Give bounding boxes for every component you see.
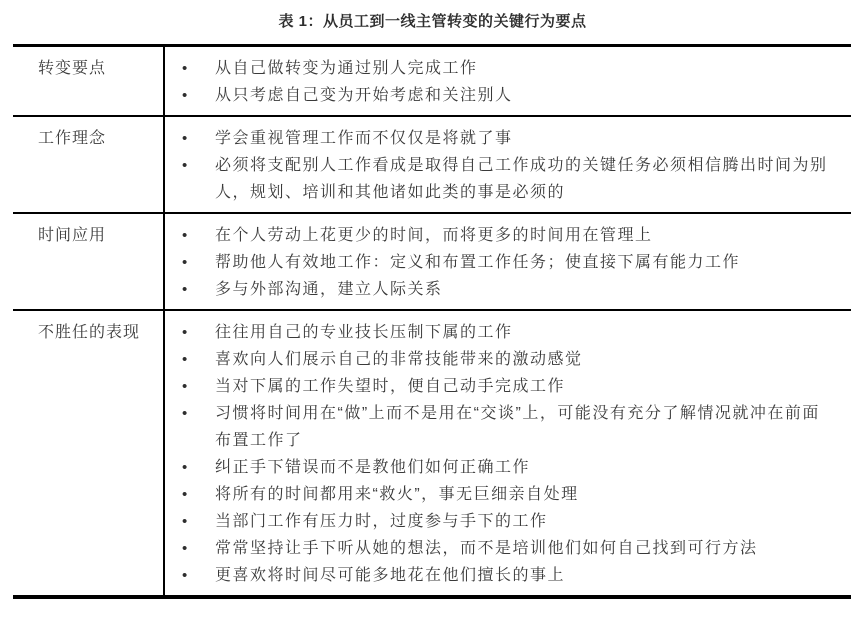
bullet-text: 在个人劳动上花更少的时间，而将更多的时间用在管理上 xyxy=(215,227,653,244)
list-item xyxy=(165,152,831,206)
list-item xyxy=(165,276,831,303)
bullet-icon: • xyxy=(182,513,188,530)
list-item xyxy=(165,82,831,109)
list-item xyxy=(165,222,831,249)
bullet-text: 从自己做转变为通过别人完成工作 xyxy=(215,60,478,77)
bullet-icon: • xyxy=(182,378,188,395)
list-item xyxy=(165,400,831,454)
bullet-icon: • xyxy=(182,486,188,503)
bullet-text: 必须将支配别人工作看成是取得自己工作成功的关键任务必须相信腾出时间为别人，规划、培训和其他诸如此类的事是必须的 xyxy=(215,157,828,201)
row-label: 工作理念 xyxy=(13,117,165,212)
bullet-text: 当对下属的工作失望时，便自己动手完成工作 xyxy=(215,378,566,395)
bullet-icon: • xyxy=(182,254,188,271)
bullet-icon: • xyxy=(182,60,188,77)
list-item xyxy=(165,481,831,508)
bullet-icon: • xyxy=(182,87,188,104)
bullet-text: 喜欢向人们展示自己的非常技能带来的激动感觉 xyxy=(215,351,583,368)
list-item xyxy=(165,373,831,400)
table-title: 表 1：从员工到一线主管转变的关键行为要点 xyxy=(278,13,587,30)
table-row xyxy=(13,115,851,212)
behavior-table xyxy=(13,44,851,599)
bullet-text: 纠正手下错误而不是教他们如何正确工作 xyxy=(215,459,531,476)
list-item xyxy=(165,249,831,276)
bullet-text: 常常坚持让手下听从她的想法，而不是培训他们如何自己找到可行方法 xyxy=(215,540,758,557)
row-bullet-list xyxy=(165,214,851,309)
bullet-text: 当部门工作有压力时，过度参与手下的工作 xyxy=(215,513,548,530)
list-item xyxy=(165,454,831,481)
bullet-text: 习惯将时间用在“做”上而不是用在“交谈”上，可能没有充分了解情况就冲在前面布置工作了 xyxy=(215,405,820,449)
bullet-text: 从只考虑自己变为开始考虑和关注别人 xyxy=(215,87,513,104)
table-row xyxy=(13,212,851,309)
row-bullet-list xyxy=(165,311,851,595)
row-label: 不胜任的表现 xyxy=(13,311,165,595)
list-item xyxy=(165,55,831,82)
bullet-icon: • xyxy=(182,567,188,584)
row-label: 转变要点 xyxy=(13,47,165,115)
bullet-text: 更喜欢将时间尽可能多地花在他们擅长的事上 xyxy=(215,567,566,584)
bullet-icon: • xyxy=(182,227,188,244)
table-row xyxy=(13,309,851,595)
list-item xyxy=(165,319,831,346)
bullet-icon: • xyxy=(182,130,188,147)
row-bullet-list xyxy=(165,47,851,115)
bullet-text: 将所有的时间都用来“救火”，事无巨细亲自处理 xyxy=(215,486,579,503)
list-item xyxy=(165,535,831,562)
table-row xyxy=(13,47,851,115)
list-item xyxy=(165,508,831,535)
row-label: 时间应用 xyxy=(13,214,165,309)
bullet-icon: • xyxy=(182,157,188,174)
row-bullet-list xyxy=(165,117,851,212)
list-item xyxy=(165,562,831,589)
bullet-icon: • xyxy=(182,540,188,557)
bullet-icon: • xyxy=(182,281,188,298)
bullet-text: 多与外部沟通，建立人际关系 xyxy=(215,281,443,298)
bullet-icon: • xyxy=(182,324,188,341)
bullet-text: 学会重视管理工作而不仅仅是将就了事 xyxy=(215,130,513,147)
bullet-icon: • xyxy=(182,459,188,476)
bullet-text: 往往用自己的专业技长压制下属的工作 xyxy=(215,324,513,341)
bullet-icon: • xyxy=(182,351,188,368)
list-item xyxy=(165,346,831,373)
list-item xyxy=(165,125,831,152)
bullet-text: 帮助他人有效地工作：定义和布置工作任务；使直接下属有能力工作 xyxy=(215,254,741,271)
bullet-icon: • xyxy=(182,405,188,422)
